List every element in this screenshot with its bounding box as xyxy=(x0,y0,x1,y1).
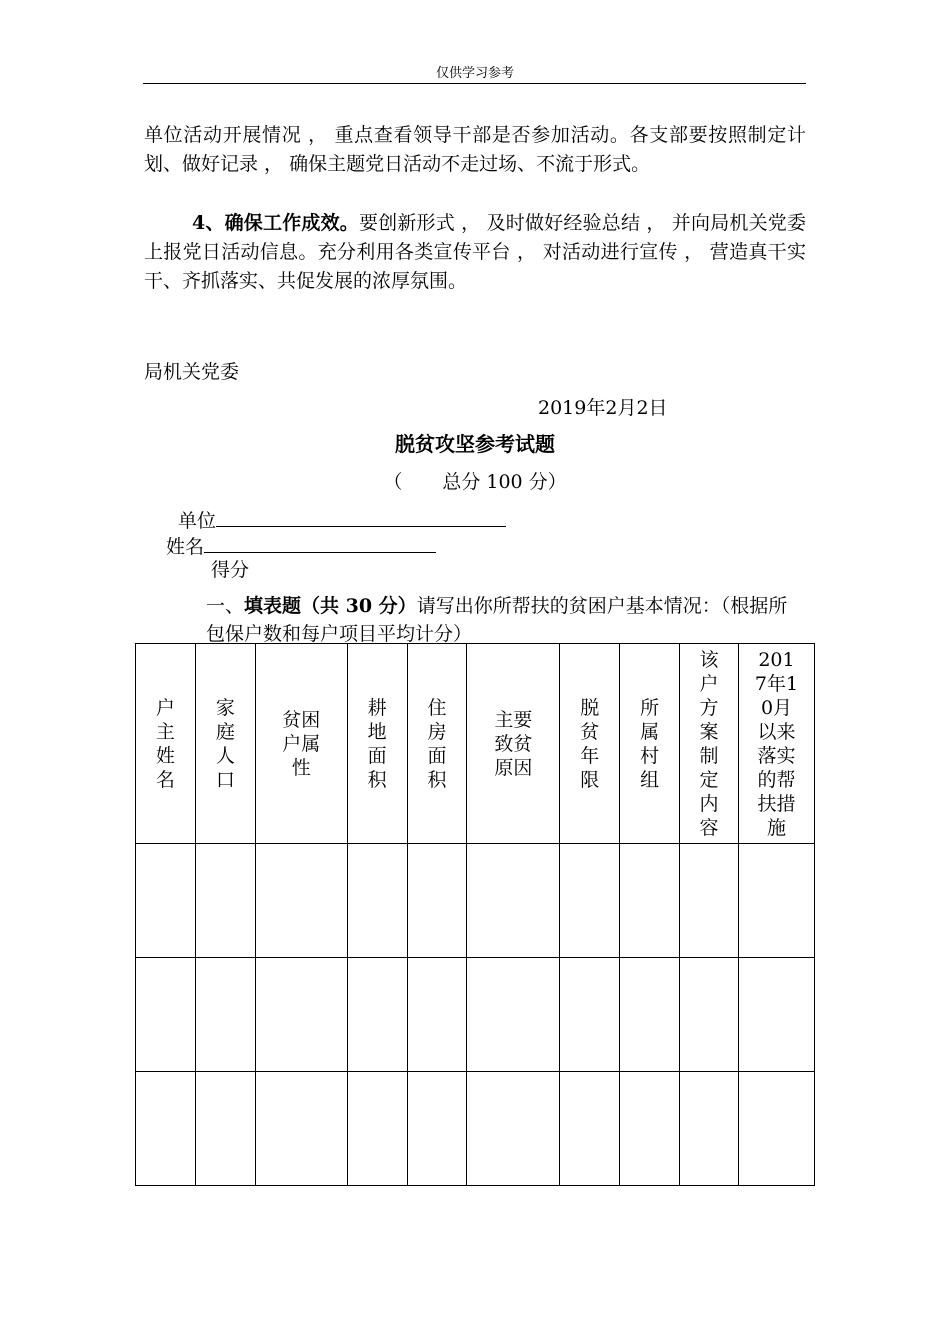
score-label: 得分 xyxy=(211,559,250,581)
exam-subtitle xyxy=(0,468,950,496)
table-cell[interactable] xyxy=(620,958,680,1072)
document-date: 2019年2月2日 xyxy=(538,397,668,419)
question-type: 填表题（共 30 分） xyxy=(244,595,417,617)
paragraph-body: 要创新形式 ， 及时做好经验总结 ， 并向局机关党委上报党日活动信息。充分利用各类宣传平台 ， 对活动进行宣传 ， 营造真干实干、齐抓落实、共促发展的浓厚氛围。 xyxy=(144,212,806,292)
name-label: 姓名 xyxy=(166,536,205,558)
table-cell[interactable] xyxy=(136,958,196,1072)
table-cell[interactable] xyxy=(680,1072,739,1186)
header-cell-plan-content: 该户方案制定内容 xyxy=(680,644,739,844)
question-number: 一、 xyxy=(206,595,245,617)
name-field xyxy=(166,532,436,561)
name-input-line[interactable] xyxy=(204,532,436,553)
table-cell[interactable] xyxy=(738,1072,814,1186)
header-cell-housing: 住房面积 xyxy=(407,644,467,844)
table-cell[interactable] xyxy=(560,1072,620,1186)
table-cell[interactable] xyxy=(560,958,620,1072)
unit-label: 单位 xyxy=(178,510,217,532)
header-cell-family-size: 家庭人口 xyxy=(195,644,255,844)
table-row xyxy=(136,844,815,958)
table-cell[interactable] xyxy=(195,958,255,1072)
table-cell[interactable] xyxy=(195,1072,255,1186)
total-score: 总分 100 分） xyxy=(442,471,567,493)
table-cell[interactable] xyxy=(195,844,255,958)
paragraph-work-effect xyxy=(144,209,806,296)
header-cell-householder: 户主姓名 xyxy=(136,644,196,844)
table-cell[interactable] xyxy=(738,958,814,1072)
table-cell[interactable] xyxy=(136,844,196,958)
header-cell-farmland: 耕地面积 xyxy=(347,644,407,844)
table-cell[interactable] xyxy=(255,958,347,1072)
table-row xyxy=(136,1072,815,1186)
header-cell-village-group: 所属村组 xyxy=(620,644,680,844)
page-header: 仅供学习参考 xyxy=(435,66,514,81)
table-cell[interactable] xyxy=(620,1072,680,1186)
table-header-row xyxy=(136,644,815,844)
table-row xyxy=(136,958,815,1072)
table-cell[interactable] xyxy=(347,958,407,1072)
header-cell-exit-year: 脱贫年限 xyxy=(560,644,620,844)
table-cell[interactable] xyxy=(467,958,560,1072)
question-1 xyxy=(206,592,806,648)
header-cell-assistance-measures: 2017年10月以来落实的帮扶措施 xyxy=(738,644,814,844)
household-info-table xyxy=(135,643,815,1186)
table-cell[interactable] xyxy=(407,1072,467,1186)
table-cell[interactable] xyxy=(136,1072,196,1186)
subtitle-bracket: （ xyxy=(383,471,403,493)
table-cell[interactable] xyxy=(620,844,680,958)
table-cell[interactable] xyxy=(560,844,620,958)
table-cell[interactable] xyxy=(467,1072,560,1186)
table-cell[interactable] xyxy=(255,844,347,958)
table-cell[interactable] xyxy=(680,844,739,958)
unit-input-line[interactable] xyxy=(216,506,506,527)
table-cell[interactable] xyxy=(407,844,467,958)
table-cell[interactable] xyxy=(467,844,560,958)
header-cell-poverty-cause: 主要致贫原因 xyxy=(467,644,560,844)
table-cell[interactable] xyxy=(255,1072,347,1186)
table-cell[interactable] xyxy=(738,844,814,958)
unit-field xyxy=(178,506,506,535)
exam-title: 脱贫攻坚参考试题 xyxy=(395,432,555,456)
paragraph-activity-check: 单位活动开展情况 ， 重点查看领导干部是否参加活动。各支部要按照制定计划、做好记录 ， 确保主题党日活动不走过场、不流于形式。 xyxy=(144,124,806,175)
header-rule xyxy=(143,83,806,84)
score-field xyxy=(211,556,249,584)
table-cell[interactable] xyxy=(347,1072,407,1186)
header-cell-poverty-type: 贫困户属性 xyxy=(255,644,347,844)
table-cell[interactable] xyxy=(680,958,739,1072)
question-text: 请写出你所帮扶的贫困户基本情况：（根据所包保户数和每户项目平均计分） xyxy=(206,595,788,645)
table-cell[interactable] xyxy=(407,958,467,1072)
paragraph-heading: 4、确保工作成效。 xyxy=(192,212,359,234)
signer: 局机关党委 xyxy=(144,361,240,383)
table-cell[interactable] xyxy=(347,844,407,958)
